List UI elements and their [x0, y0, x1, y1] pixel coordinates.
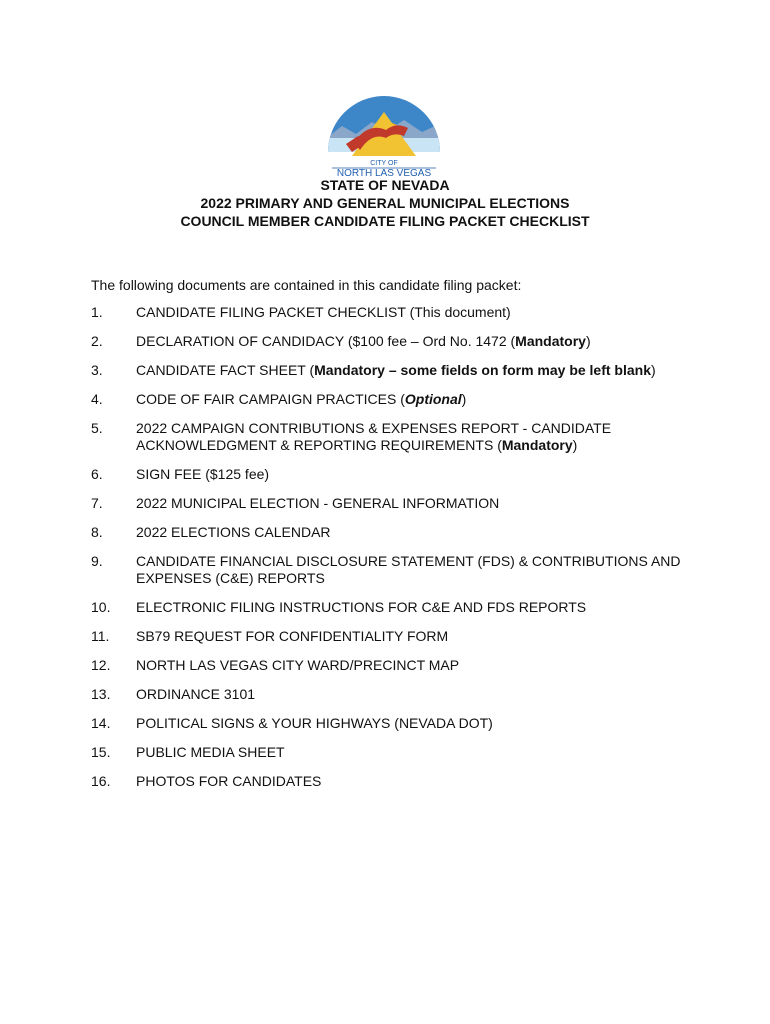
- item-text: CANDIDATE FINANCIAL DISCLOSURE STATEMENT (FDS) & CONTRIBUTIONS AND EXPENSES (C&E) REPORTS: [136, 553, 681, 586]
- item-number: 7.: [91, 495, 103, 511]
- item-number: 15.: [91, 744, 111, 760]
- heading-checklist: COUNCIL MEMBER CANDIDATE FILING PACKET CHECKLIST: [180, 213, 590, 229]
- list-item: [91, 420, 701, 454]
- city-logo: [324, 92, 444, 180]
- item-number: 5.: [91, 420, 103, 436]
- item-number: 2.: [91, 333, 103, 349]
- list-item: [91, 599, 701, 616]
- item-text: SIGN FEE ($125 fee): [136, 466, 270, 482]
- item-number: 10.: [91, 599, 111, 615]
- list-item: [91, 391, 701, 408]
- list-item: [91, 657, 701, 674]
- item-text: SB79 REQUEST FOR CONFIDENTIALITY FORM: [136, 628, 449, 644]
- item-text: 2022 MUNICIPAL ELECTION - GENERAL INFORMATION: [136, 495, 500, 511]
- list-item: [91, 686, 701, 703]
- city-of-north-las-vegas-seal: [324, 92, 444, 180]
- item-text: POLITICAL SIGNS & YOUR HIGHWAYS (NEVADA DOT): [136, 715, 493, 731]
- list-item: [91, 524, 701, 541]
- item-number: 1.: [91, 304, 103, 320]
- list-item: [91, 553, 701, 587]
- item-number: 11.: [91, 628, 110, 644]
- item-number: 13.: [91, 686, 111, 702]
- item-text: ORDINANCE 3101: [136, 686, 256, 702]
- item-text: PHOTOS FOR CANDIDATES: [136, 773, 322, 789]
- item-text: NORTH LAS VEGAS CITY WARD/PRECINCT MAP: [136, 657, 460, 673]
- intro-text: The following documents are contained in this candidate filing packet:: [91, 277, 522, 293]
- list-item: [91, 744, 701, 761]
- list-item: [91, 628, 701, 645]
- list-item: [91, 495, 701, 512]
- item-text: CODE OF FAIR CAMPAIGN PRACTICES (Optional): [136, 391, 467, 407]
- heading-state: STATE OF NEVADA: [320, 177, 450, 193]
- item-number: 16.: [91, 773, 111, 789]
- list-item: [91, 362, 701, 379]
- item-number: 12.: [91, 657, 111, 673]
- item-number: 9.: [91, 553, 103, 569]
- logo-line2: NORTH LAS VEGAS: [336, 168, 432, 179]
- item-text: DECLARATION OF CANDIDACY ($100 fee – Ord No. 1472 (Mandatory): [136, 333, 591, 349]
- list-item: [91, 304, 701, 321]
- document-list: [91, 304, 701, 802]
- item-number: 4.: [91, 391, 103, 407]
- item-text: CANDIDATE FACT SHEET (Mandatory – some fields on form may be left blank): [136, 362, 656, 378]
- list-item: [91, 773, 701, 790]
- list-item: [91, 715, 701, 732]
- list-item: [91, 466, 701, 483]
- item-text: CANDIDATE FILING PACKET CHECKLIST (This document): [136, 304, 511, 320]
- item-text: ELECTRONIC FILING INSTRUCTIONS FOR C&E AND FDS REPORTS: [136, 599, 587, 615]
- item-text: PUBLIC MEDIA SHEET: [136, 744, 285, 760]
- item-number: 6.: [91, 466, 103, 482]
- item-text: 2022 ELECTIONS CALENDAR: [136, 524, 331, 540]
- item-number: 8.: [91, 524, 103, 540]
- heading-election: 2022 PRIMARY AND GENERAL MUNICIPAL ELECTIONS: [200, 195, 570, 211]
- item-number: 14.: [91, 715, 111, 731]
- logo-line1: CITY OF: [370, 160, 398, 167]
- item-text: 2022 CAMPAIGN CONTRIBUTIONS & EXPENSES REPORT - CANDIDATE ACKNOWLEDGMENT & REPORTING REQUIREMENTS (Mandatory): [136, 420, 612, 453]
- item-number: 3.: [91, 362, 103, 378]
- document-heading: [0, 176, 770, 230]
- list-item: [91, 333, 701, 350]
